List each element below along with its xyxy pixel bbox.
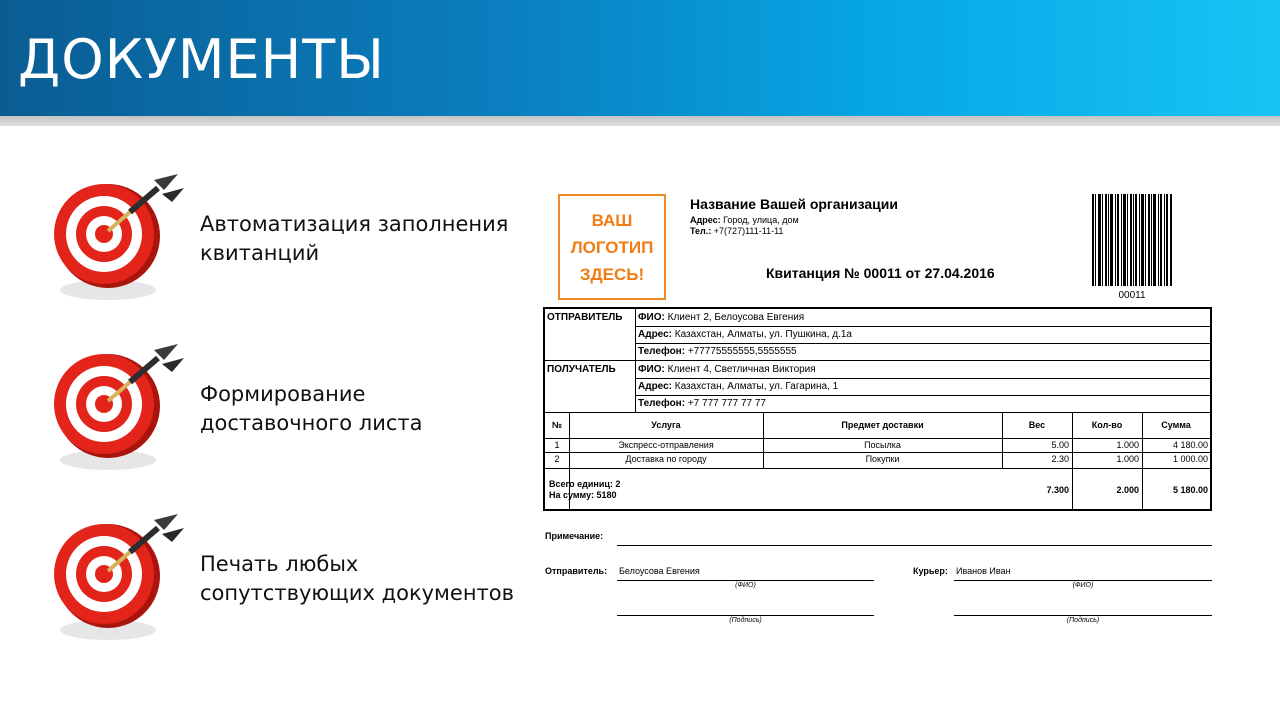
courier-label: Курьер: [913,566,948,576]
column-header: № [551,420,563,430]
recipient-address [635,378,1210,396]
sender-address-label: Адрес: [638,329,672,340]
column-header: Сумма [1161,420,1191,430]
divider [545,468,1210,469]
table-cell: 1.000 [1116,454,1139,464]
header-divider [0,116,1280,126]
feature-line: Печать любых [200,552,359,576]
signature-line [954,615,1212,616]
target-dart-icon [50,508,190,648]
signature-caption: (Подпись) [729,617,762,624]
table-cell: Посылка [864,440,901,450]
recipient-fio [635,361,1210,379]
org-phone: +7(727)111-11-11 [713,226,784,236]
total-sum: 5 180.00 [1172,485,1208,495]
feature-item [50,508,520,648]
sender-address-value: Казахстан, Алматы, ул. Пушкина, д.1а [674,329,852,340]
receipt-document [540,190,1216,630]
sender-fio-label: ФИО: [638,312,665,323]
fio-caption: (ФИО) [735,582,756,589]
divider [635,309,636,412]
note-line [617,545,1212,546]
feature-line: Автоматизация заполнения [200,212,509,236]
feature-line: доставочного листа [200,411,423,435]
sender-signature-label: Отправитель: [545,566,608,576]
total-sum-text: На сумму: 5180 [549,490,617,500]
feature-text [200,380,423,438]
recipient-phone-value: +7 777 777 77 77 [687,398,766,409]
signature-line [954,580,1212,581]
column-header: Услуга [651,420,681,430]
recipient-address-value: Казахстан, Алматы, ул. Гагарина, 1 [674,381,839,392]
sender-address [635,326,1210,344]
sender-phone [635,343,1210,361]
sender-fio [635,309,1210,327]
table-cell: 2.30 [1051,454,1069,464]
recipient-fio-value: Клиент 4, Светличная Виктория [667,364,816,375]
sender-label: ОТПРАВИТЕЛЬ [547,312,623,323]
feature-item [50,168,520,308]
sender-signature-row [545,566,607,576]
receipt-title: Квитанция № 00011 от 27.04.2016 [766,265,995,281]
org-phone-label: Тел.: [690,226,712,236]
org-contacts [690,215,799,237]
feature-line: квитанций [200,241,320,265]
signature-caption: (Подпись) [1066,617,1100,624]
column-header: Предмет доставки [841,420,924,430]
feature-text [200,550,514,608]
feature-line: сопутствующих документов [200,581,515,605]
table-cell: Доставка по городу [625,454,707,464]
target-dart-icon [50,338,190,478]
recipient-phone [635,395,1210,413]
table-cell: 1.000 [1116,440,1139,450]
signature-line [617,615,874,616]
barcode-number: 00011 [1118,290,1146,301]
courier-row [913,566,948,576]
sender-signature-name: Белоусова Евгения [619,566,700,576]
slide-header [0,0,1280,116]
recipient-address-label: Адрес: [638,381,672,392]
table-cell: 1 000.00 [1172,454,1208,464]
recipient-label: ПОЛУЧАТЕЛЬ [547,364,616,375]
note-label [545,531,603,541]
note-label-text: Примечание: [545,531,604,541]
sender-fio-value: Клиент 2, Белоусова Евгения [667,312,805,323]
feature-line: Формирование [200,382,366,406]
feature-text [200,210,508,268]
courier-name: Иванов Иван [956,566,1011,576]
table-cell: 4 180.00 [1172,440,1208,450]
sender-phone-value: +77775555555,5555555 [687,346,797,357]
table-cell: 5.00 [1051,440,1069,450]
table-cell: 1 [554,440,560,450]
logo-line: ЗДЕСЬ! [579,264,645,284]
recipient-phone-label: Телефон: [638,398,686,409]
column-header: Вес [1028,420,1046,430]
table-cell: Экспресс-отправления [618,440,714,450]
logo-line: ЛОГОТИП [570,237,654,257]
org-name: Название Вашей организации [690,196,898,212]
total-quantity: 2.000 [1116,485,1139,495]
fio-caption: (ФИО) [1072,582,1094,589]
org-address: Город, улица, дом [723,215,799,225]
slide-title: ДОКУМЕНТЫ [18,28,385,91]
sender-phone-label: Телефон: [638,346,686,357]
recipient-fio-label: ФИО: [638,364,665,375]
total-units: Всего единиц: 2 [549,479,621,489]
receipt-table-box [543,307,1212,511]
barcode-icon [1092,194,1172,286]
feature-item [50,338,520,478]
signature-line [617,580,874,581]
org-address-label: Адрес: [690,215,721,225]
logo-line: ВАШ [591,210,633,230]
services-table [545,412,1210,509]
table-cell: Покупки [865,454,900,464]
logo-placeholder [558,194,666,300]
table-cell: 2 [554,454,560,464]
target-dart-icon [50,168,190,308]
total-weight: 7.300 [1046,485,1069,495]
column-header: Кол-во [1091,420,1123,430]
